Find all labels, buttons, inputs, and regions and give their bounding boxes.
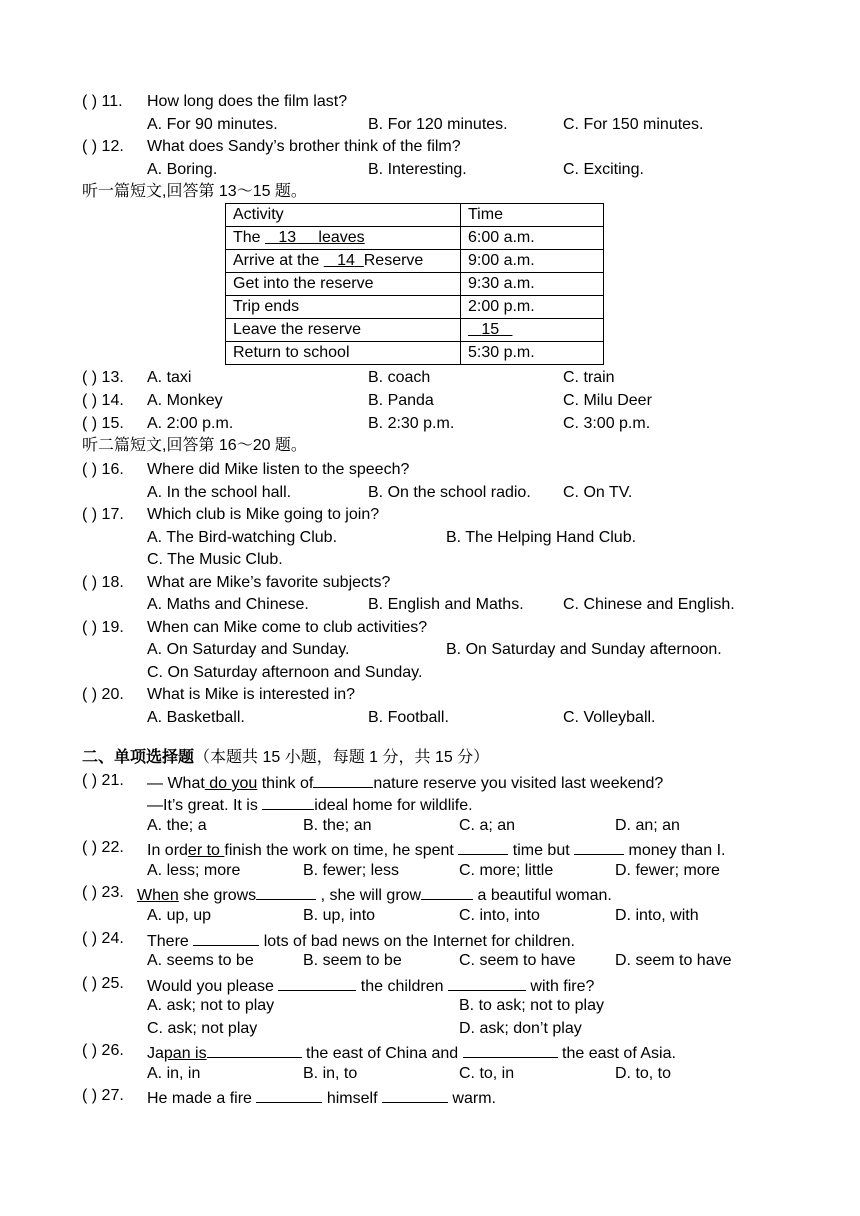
option-d: D. seem to have <box>615 952 732 969</box>
table-row <box>226 342 604 365</box>
option-c: C. The Music Club. <box>147 551 283 568</box>
option-b: B. coach <box>368 369 431 386</box>
table-cell: The 13 leaves <box>226 227 461 250</box>
option-b: B. Football. <box>368 709 449 726</box>
option-c: C. train <box>563 369 615 386</box>
option-a: A. taxi <box>147 369 192 386</box>
table-cell: 5:30 p.m. <box>461 342 604 365</box>
blank-15: 15 <box>481 321 500 338</box>
table-cell: 9:00 a.m. <box>461 250 604 273</box>
option-a: A. In the school hall. <box>147 484 292 501</box>
option-c: C. more; little <box>459 862 554 879</box>
answer-blank <box>256 883 316 900</box>
question-text: When can Mike come to club activities? <box>147 619 428 636</box>
answer-blank <box>256 1086 322 1103</box>
answer-blank <box>207 1041 302 1058</box>
option-a: A. seems to be <box>147 952 254 969</box>
option-a: A. For 90 minutes. <box>147 116 278 133</box>
table-header: Activity <box>226 204 461 227</box>
option-a: A. the; a <box>147 817 207 834</box>
option-a: A. Basketball. <box>147 709 245 726</box>
option-b: B. On Saturday and Sunday afternoon. <box>446 641 722 658</box>
question-text: Where did Mike listen to the speech? <box>147 461 410 478</box>
option-d: D. fewer; more <box>615 862 720 879</box>
question-text: There lots of bad news on the Internet for children. <box>147 929 575 952</box>
table-cell: Get into the reserve <box>226 273 461 296</box>
answer-blank <box>448 974 526 991</box>
answer-blank <box>574 838 624 855</box>
option-d: D. into, with <box>615 907 699 924</box>
option-a: A. Maths and Chinese. <box>147 596 309 613</box>
question-text: Would you please the children with fire? <box>147 974 594 997</box>
option-a: A. less; more <box>147 862 241 879</box>
option-b: B. The Helping Hand Club. <box>446 529 637 546</box>
option-d: D. to, to <box>615 1065 672 1082</box>
option-b: B. to ask; not to play <box>459 997 604 1014</box>
question-text: Japan is the east of China and the east of Asia. <box>147 1041 676 1064</box>
table-cell: Return to school <box>226 342 461 365</box>
question-number: ( ) 12. <box>82 138 124 155</box>
option-b: B. fewer; less <box>303 862 400 879</box>
table-header: Time <box>461 204 604 227</box>
answer-blank <box>421 883 473 900</box>
blank-14: 14 <box>337 252 355 269</box>
option-c: C. Volleyball. <box>563 709 656 726</box>
table-cell: 6:00 a.m. <box>461 227 604 250</box>
option-c: C. ask; not play <box>147 1020 258 1037</box>
answer-blank <box>262 793 314 810</box>
answer-blank <box>458 838 508 855</box>
option-b: B. Panda <box>368 392 434 409</box>
table-row <box>226 273 604 296</box>
option-c: C. On Saturday afternoon and Sunday. <box>147 664 423 681</box>
option-c: C. to, in <box>459 1065 515 1082</box>
section-2-note: （本题共 15 小题，每题 1 分，共 15 分） <box>194 749 490 766</box>
option-b: B. Interesting. <box>368 161 467 178</box>
option-c: C. Chinese and English. <box>563 596 735 613</box>
table-row <box>226 319 604 342</box>
question-text: What is Mike is interested in? <box>147 686 356 703</box>
option-c: C. a; an <box>459 817 516 834</box>
option-b: B. seem to be <box>303 952 402 969</box>
option-c: C. seem to have <box>459 952 576 969</box>
option-a: A. Monkey <box>147 392 223 409</box>
option-d: D. ask; don’t play <box>459 1020 582 1037</box>
option-b: B. On the school radio. <box>368 484 531 501</box>
answer-blank <box>382 1086 448 1103</box>
option-c: C. On TV. <box>563 484 633 501</box>
table-cell: Leave the reserve <box>226 319 461 342</box>
answer-blank <box>463 1041 558 1058</box>
option-b: B. up, into <box>303 907 376 924</box>
schedule-table <box>225 203 604 365</box>
option-a: A. Boring. <box>147 161 218 178</box>
answer-blank <box>278 974 356 991</box>
question-number: ( ) 11. <box>82 93 123 110</box>
table-cell <box>461 319 604 342</box>
option-a: A. up, up <box>147 907 212 924</box>
question-text: When she grows , she will grow a beautiful woman. <box>137 883 612 906</box>
question-text: What are Mike’s favorite subjects? <box>147 574 391 591</box>
table-row <box>226 250 604 273</box>
option-a: A. 2:00 p.m. <box>147 415 234 432</box>
table-cell: 9:30 a.m. <box>461 273 604 296</box>
option-c: C. into, into <box>459 907 540 924</box>
option-b: B. For 120 minutes. <box>368 116 508 133</box>
question-text: What does Sandy’s brother think of the film? <box>147 138 461 155</box>
option-b: B. 2:30 p.m. <box>368 415 455 432</box>
option-d: D. an; an <box>615 817 680 834</box>
answer-blank <box>313 771 373 788</box>
table-cell: Trip ends <box>226 296 461 319</box>
option-c: C. Exciting. <box>563 161 644 178</box>
question-text: In order to finish the work on time, he spent time but money than I. <box>147 838 726 861</box>
option-a: A. ask; not to play <box>147 997 275 1014</box>
table-header-row <box>226 204 604 227</box>
table-row <box>226 227 604 250</box>
question-text: He made a fire himself warm. <box>147 1086 496 1109</box>
table-cell: 2:00 p.m. <box>461 296 604 319</box>
option-c: C. 3:00 p.m. <box>563 415 651 432</box>
option-a: A. The Bird-watching Club. <box>147 529 338 546</box>
section-2-title: 二、单项选择题 <box>82 749 195 766</box>
answer-blank <box>193 929 259 946</box>
question-text: How long does the film last? <box>147 93 348 110</box>
exam-page: ( ) 11. How long does the film last? A. For 90 minutes. B. For 120 minutes. C. For 150 minutes. ( ) 12. What does Sandy’s brother think of the film? A. Boring. B. Interesting. C. Exciting. 听一篇短文,回答第 13～15 题。 Activity Time The 13 leaves 6:00 a.m. Arrive at the 14 Reserve 9:00 a.m. Get into the reserve 9:30 a.m. Trip ends 2:00 p.m. Leave the reserve 15 Return to school 5:30 p.m. ( ) 13. A. taxi B. coach C. train ( ) 14. A. Monkey B. Panda C. Milu Deer ( ) 15. A. 2:00 p.m. B. 2:30 p.m. C. 3:00 p.m. 听二篇短文,回答第 16～20 题。 ( ) 16. Where did Mike listen to the speech? A. In the school hall. B. On the school radio. C. On TV. ( ) 17. Which club is Mike going to join? A. The Bird-watching Club. B. The Helping Hand Club. C. The Music Club. ( ) 18. What are Mike’s favorite subjects? A. Maths and Chinese. B. English and Maths. C. Chinese and English. ( ) 19. When can Mike come to club activities? A. On Saturday and Sunday. B. On Saturday and Sunday afternoon. C. On Saturday afternoon and Sunday. ( ) 20. What is Mike is interested in? A. Basketball. B. Football. C. Volleyball. 二、单项选择题（本题共 15 小题，每题 1 分，共 15 分） ( ) 21. — What do you think of nature reserve you visited last weekend? —It’s great. It is ideal home for wildlife. A. the; a B. the; an C. a; an D. an; an ( ) 22. In order to finish the work on time, he spent time but money than I. A. less; more B. fewer; less C. more; little D. fewer; more ( ) 23. When she grows , she will grow a beautiful woman. A. up, up B. up, into C. into, into D. into, with ( ) 24. There lots of bad news on the Internet for children. A. seems to be B. seem to be C. seem to have D. seem to have ( ) 25. Would you please the children with fire? A. ask; not to play B. to ask; not to play C. ask; not play D. ask; don’t play ( ) 26. Japan is the east of China and the east of Asia. A. in, in B. in, to C. to, in D. to, to ( ) 27. He made a fire himself warm. <box>82 93 735 1107</box>
option-c: C. Milu Deer <box>563 392 652 409</box>
question-text: Which club is Mike going to join? <box>147 506 380 523</box>
option-a: A. On Saturday and Sunday. <box>147 641 350 658</box>
table-row <box>226 296 604 319</box>
question-text: — What do you think of nature reserve you visited last weekend? <box>147 771 663 794</box>
option-b: B. in, to <box>303 1065 358 1082</box>
blank-13: 13 leaves <box>278 229 365 246</box>
option-c: C. For 150 minutes. <box>563 116 704 133</box>
option-a: A. in, in <box>147 1065 201 1082</box>
option-b: B. the; an <box>303 817 372 834</box>
table-cell: Arrive at the 14 Reserve <box>226 250 461 273</box>
option-b: B. English and Maths. <box>368 596 524 613</box>
